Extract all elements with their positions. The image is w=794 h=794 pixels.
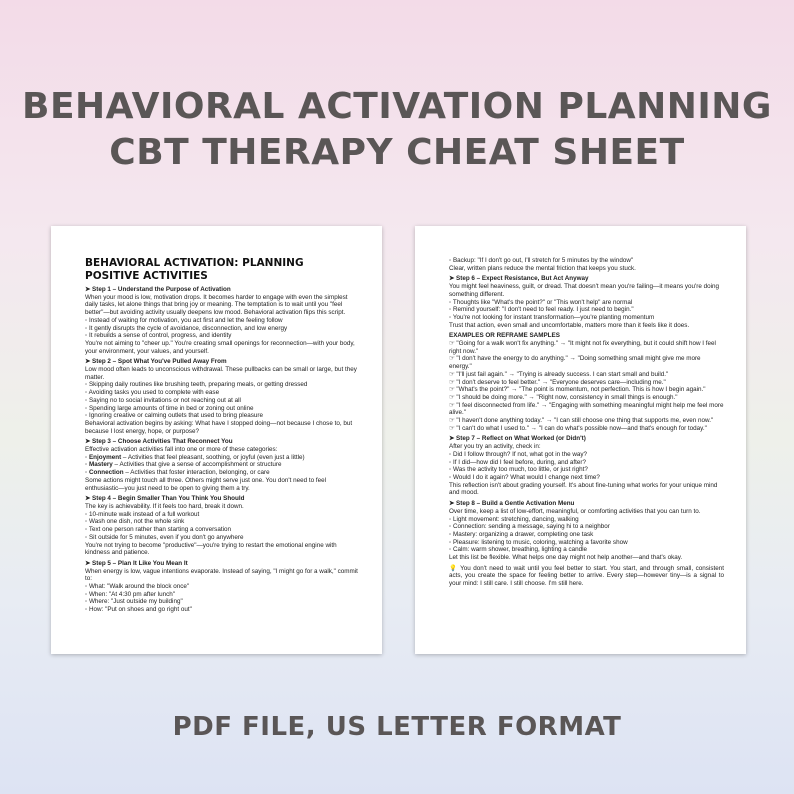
bullet: ◦ Would I do it again? What would I change next time? [449,473,600,481]
step-4 [85,495,360,557]
step-text: Let this list be flexible. What helps one day might not help another—and that's okay. [449,554,683,562]
page-1-content [85,257,360,614]
category-name: Mastery [88,461,113,469]
bullet: ◦ Connection: sending a message, saying hi to a neighbor [449,523,610,531]
step-heading: ➤ Step 6 – Expect Resistance, But Act Anyway [449,275,589,283]
step-heading: ➤ Step 2 – Spot What You've Pulled Away From [85,358,227,366]
reframe-example: ☞ "I don't have the energy to do anything." → "Doing something small might give me more energy." [449,355,701,371]
category-desc: – Activities that feel pleasant, soothing, or joyful (even just a little) [121,453,305,461]
step-heading: ➤ Step 4 – Begin Smaller Than You Think You Should [85,495,245,503]
bullet: ◦ Light movement: stretching, dancing, walking [449,515,579,523]
page-2-content [449,257,724,588]
reframe-example: ☞ "I can't do what I used to." → "I can do what's possible now—and that's enough for today." [449,424,707,432]
step-6 [449,275,724,329]
category-name: Connection [88,469,124,477]
step-text: Behavioral activation begins by asking: What have I stopped doing—not because I chose to, but because I lost energy, hope, or purpose? [85,419,353,435]
step-text: You're not trying to become "productive"—you're trying to restart the emotional engine with kindness and patience. [85,541,337,557]
bullet: ◦ If I did—how did I feel before, during, and after? [449,458,586,466]
step-text: After you try an activity, check in: [449,443,541,451]
category-desc: – Activities that give a sense of accomplishment or structure [112,461,282,469]
bullet: ◦ Pleasure: listening to music, coloring, watching a favorite show [449,538,628,546]
category-item: ◦ Connection – Activities that foster interaction, belonging, or care [85,469,270,477]
step-text: Effective activation activities fall into one or more of these categories: [85,446,278,454]
bullet: ◦ Was the activity too much, too little, or just right? [449,466,588,474]
step-text: Over time, keep a list of low-effort, meaningful, or comforting activities that you can turn to. [449,507,701,515]
bullet: ◦ Ignoring creative or calming outlets that used to bring pleasure [85,412,263,420]
step-text: Low mood often leads to unconscious withdrawal. These pullbacks can be small or large, but they matter. [85,366,357,381]
reframe-example: ☞ "I feel disconnected from life." → "Engaging with something meaningful might help me feel more alive." [449,401,724,417]
step-text: Trust that action, even small and uncomfortable, matters more than it feels like it does. [449,321,690,329]
bullet: ◦ Mastery: organizing a drawer, completing one task [449,530,594,538]
step-text: You're not aiming to "cheer up." You're creating small openings for reconnection—with your body, your environment, your values, and yourself. [85,339,355,355]
bullet: ◦ Wash one dish, not the whole sink [85,518,185,526]
step-heading: ➤ Step 3 – Choose Activities That Reconnect You [85,438,233,446]
reframe-example: ☞ "Going for a walk won't fix anything." → "It might not fix everything, but it could shift how I feel right now." [449,340,716,355]
bullet: ◦ Text one person rather than starting a conversation [85,526,231,534]
bullet: ◦ Saying no to social invitations or not reaching out at all [85,396,241,404]
headline [0,84,794,176]
bullet: ◦ Instead of waiting for motivation, you act first and let the feeling follow [85,316,283,324]
step-heading: ➤ Step 5 – Plan It Like You Mean It [85,559,188,567]
step-8 [449,500,724,562]
bullet: ◦ It rebuilds a sense of control, progress, and identity [85,332,232,340]
examples-heading: EXAMPLES OR REFRAME SAMPLES [449,332,560,340]
step-text: Some actions might touch all three. Others might serve just one. You don't need to feel enthusiastic—you just need to be open to giving them a try. [85,476,326,492]
reframe-example: ☞ "I haven't done anything today." → "I can still choose one thing that supports me, even now." [449,417,714,425]
category-desc: – Activities that foster interaction, belonging, or care [123,469,270,477]
bullet: ◦ Did I follow through? If not, what got in the way? [449,450,588,458]
step-heading: ➤ Step 8 – Build a Gentle Activation Menu [449,500,575,508]
bullet: ◦ You're not looking for instant transformation—you're planting momentum [449,313,655,321]
step-7 [449,435,724,497]
step-5 [85,560,360,614]
step-heading: ➤ Step 1 – Understand the Purpose of Activation [85,286,231,293]
examples-section [449,332,724,432]
page-preview-2 [415,226,746,654]
category-item: ◦ Enjoyment – Activities that feel pleasant, soothing, or joyful (even just a little) [85,453,305,461]
step-2 [85,358,360,435]
bullet: ◦ Remind yourself: "I don't need to feel ready. I just need to begin." [449,306,634,314]
headline-line-1: BEHAVIORAL ACTIVATION PLANNING [22,86,772,127]
step-3 [85,438,360,492]
bullet: ◦ Avoiding tasks you used to complete with ease [85,389,220,397]
category-name: Enjoyment [88,453,122,461]
page-preview-1 [51,226,382,654]
document-title: BEHAVIORAL ACTIVATION: PLANNING POSITIVE ACTIVITIES [85,257,304,282]
step-text: Clear, written plans reduce the mental friction that keeps you stuck. [449,264,636,272]
bullet: ◦ Thoughts like "What's the point?" or "This won't help" are normal [449,298,633,306]
reframe-example: ☞ "I don't deserve to feel better." → "Everyone deserves care—including me." [449,378,666,386]
reframe-example: ☞ "I'll just fail again." → "Trying is already success. I can start small and build." [449,370,669,378]
bullet: ◦ Skipping daily routines like brushing teeth, preparing meals, or getting dressed [85,381,308,389]
step-heading: ➤ Step 7 – Reflect on What Worked (or Didn't) [449,435,586,443]
bullet: ◦ It gently disrupts the cycle of avoidance, disconnection, and low energy [85,324,288,332]
bullet: ◦ Calm: warm shower, breathing, lighting a candle [449,546,588,554]
step-text: The key is achievability. If it feels too hard, break it down. [85,502,244,510]
category-item: ◦ Mastery – Activities that give a sense of accomplishment or structure [85,461,282,469]
reframe-example: ☞ "What's the point?" → "The point is momentum, not perfection. This is how I begin again." [449,386,706,394]
headline-line-2: CBT THERAPY CHEAT SHEET [109,132,685,173]
bullet: ◦ Sit outside for 5 minutes, even if you don't go anywhere [85,533,244,541]
format-caption: PDF FILE, US LETTER FORMAT [172,712,622,742]
bullet: ◦ Spending large amounts of time in bed or zoning out online [85,404,254,412]
step-text: When energy is low, vague intentions evaporate. Instead of saying, "I might go for a walk," commit to: [85,567,358,583]
bullet: ◦ Where: "Just outside my building" [85,598,183,606]
step-text: You might feel heaviness, guilt, or dread. That doesn't mean you're failing—it means you're doing something different. [449,283,719,298]
closing-note: 💡 You don't need to wait until you feel better to start. You start, and through small, consistent acts, you create the space for feeling better to arrive. Every step—however tiny—is a signal to your mind: I still care. I still choose. I'm still here. [449,564,724,588]
bullet: ◦ Backup: "If I don't go out, I'll stretch for 5 minutes by the window" [449,257,634,264]
bullet: ◦ What: "Walk around the block once" [85,583,190,591]
step-text: This reflection isn't about grading yourself. It's about fine-tuning what works for your unique mind and mood. [449,481,718,497]
bullet: ◦ When: "At 4:30 pm after lunch" [85,590,176,598]
reframe-example: ☞ "I should be doing more." → "Right now, consistency in small things is enough." [449,393,678,401]
bullet: ◦ How: "Put on shoes and go right out" [85,606,192,614]
step-1 [85,286,360,355]
bullet: ◦ 10-minute walk instead of a full workout [85,510,200,518]
step-text: When your mood is low, motivation drops. It becomes harder to engage with even the simplest daily tasks, let alone things that bring joy or meaning. The temptation is to wait until you "feel better"—but avoiding activity usually deepens low mood. Behavioral activation flips this script. [85,293,348,317]
